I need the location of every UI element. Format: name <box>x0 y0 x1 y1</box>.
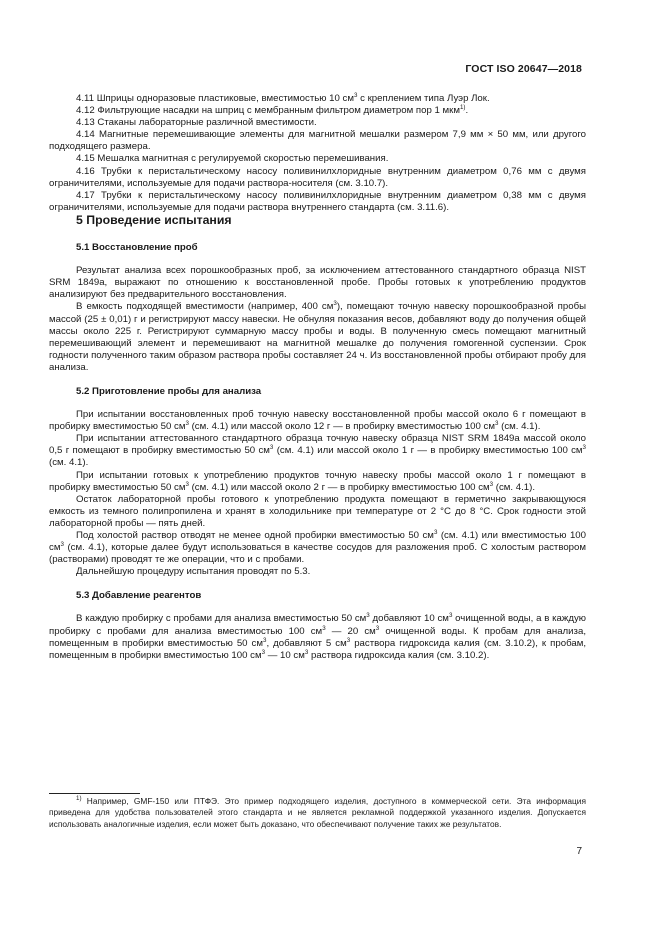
paragraph: Дальнейшую процедуру испытания проводят по 5.3. <box>76 566 311 578</box>
paragraph: При испытании готовых к употреблению продуктов точную навеску пробы массой около 1 г помещают в пробирку вместимостью 50 $см^3$ (см. 4.1) или массой около 2 г — в пробирку вместимостью 100 $см^3$ (см. 4.1). <box>49 469 586 493</box>
list-item: 4.13 Стаканы лабораторные различной вместимости. <box>76 117 317 129</box>
page-number: 7 <box>576 846 582 857</box>
list-item: 4.11 Шприцы одноразовые пластиковые, вместимостью 10 $см^3$ с креплением типа Луэр Лок. <box>76 92 490 104</box>
footnote: $^{1)}$ Например, GMF-150 или ПТФЭ. Это пример подходящего изделия, доступного в коммерческой сети. Эта информация приведена для удобства пользователей этого стандарта и не является рекламной поддержкой указанного изделия. Допускается использовать аналогичные изделия, если может быть доказано, что обеспечивают получение таких же результатов. <box>49 795 586 829</box>
subsection-heading: 5.2 Приготовление пробы для анализа <box>76 385 262 397</box>
subsection-heading: 5.1 Восстановление проб <box>76 242 198 254</box>
footnote-reference[interactable]: 1) <box>459 104 466 112</box>
list-item: 4.17 Трубки к перистальтическому насосу поливинилхлоридные внутренним диаметром 0,38 мм с двумя ограничителями, используемые для подачи раствора внутреннего стандарта (см. 3.11.6). <box>49 189 586 213</box>
paragraph: При испытании аттестованного стандартного образца точную навеску образца NIST SRM 1849a массой около 0,5 г помещают в пробирку вместимостью 50 $см^3$ (см. 4.1) или массой около 1 г — в пробирку вместимостью 100 $см^3$ (см. 4.1). <box>49 433 586 469</box>
section-heading: 5 Проведение испытания <box>76 212 232 227</box>
list-item: 4.16 Трубки к перистальтическому насосу поливинилхлоридные внутренним диаметром 0,76 мм с двумя ограничителями, используемые для подачи раствора-носителя (см. 3.10.7). <box>49 165 586 189</box>
list-item: 4.14 Магнитные перемешивающие элементы для магнитной мешалки размером 7,9 мм × 50 мм, или другого подходящего размера. <box>49 129 586 153</box>
page-body <box>49 93 586 662</box>
paragraph: Остаток лабораторной пробы готового к употреблению продукта помещают в герметично закрывающуюся емкость из темного полипропилена и хранят в холодильнике при температуре от 2 °C до 8 °C. Срок годности этой лабораторной пробы — пять дней. <box>49 493 586 529</box>
footnote-marker: 1) <box>76 795 82 802</box>
list-item: 4.12 Фильтрующие насадки на шприц с мембранным фильтром диаметром пор 1 мкм$^{1)}$. <box>76 104 469 117</box>
subsection-heading: 5.3 Добавление реагентов <box>76 590 202 602</box>
equipment-list <box>49 93 586 214</box>
paragraph: Результат анализа всех порошкообразных проб, за исключением аттестованного стандартного образца NIST SRM 1849a, выражают по отношению к восстановленной пробе. Пробы готовых к употреблению продуктов анализируют без предварительного восстановления. <box>49 265 586 301</box>
list-item: 4.15 Мешалка магнитная с регулируемой скоростью перемешивания. <box>76 153 389 165</box>
paragraph: В емкость подходящей вместимости (например, 400 $см^3$), помещают точную навеску порошкообразной пробы массой (25 ± 0,01) г и регистрируют массу навески. Не обнуляя показания весов, добавляют воду до получения общей массы около 225 г. Регистрируют суммарную массу пробы и воды. В полученную смесь помещают магнитный перемешивающий элемент и перемешивают на магнитной мешалке до получения гомогенной суспензии. Срок годности полученного таким образом раствора пробы составляет 24 ч. Из восстановленной пробы отбирают пробу для анализа. <box>49 300 587 373</box>
footnote-separator <box>49 793 140 794</box>
paragraph: Под холостой раствор отводят не менее одной пробирки вместимостью 50 $см^3$ (см. 4.1) или вместимостью 100 $см^3$ (см. 4.1), которые далее будут использоваться в качестве сосудов для разложения проб. С холостым раствором (растворами) проводят те же операции, что и с пробами. <box>49 529 586 566</box>
paragraph: При испытании восстановленных проб точную навеску восстановленной пробы массой около 6 г помещают в пробирку вместимостью 50 $см^3$ (см. 4.1) или массой около 12 г — в пробирку вместимостью 100 $см^3$ (см. 4.1). <box>49 409 586 433</box>
document-header: ГОСТ ISO 20647—2018 <box>465 63 582 75</box>
paragraph: В каждую пробирку с пробами для анализа вместимостью 50 $см^3$ добавляют 10 $см^3$ очищенной воды, а в каждую пробирку с пробами для анализа вместимостью 100 $см^3$ — 20 $см^3$ очищенной воды. К пробам для анализа, помещенным в пробирки вместимостью 50 $см^3$, добавляют 5 $см^3$ раствора гидроксида калия (см. 3.10.2), к пробам, помещенным в пробирки вместимостью 100 $см^3$ — 10 $см^3$ раствора гидроксида калия (см. 3.10.2). <box>49 612 587 661</box>
